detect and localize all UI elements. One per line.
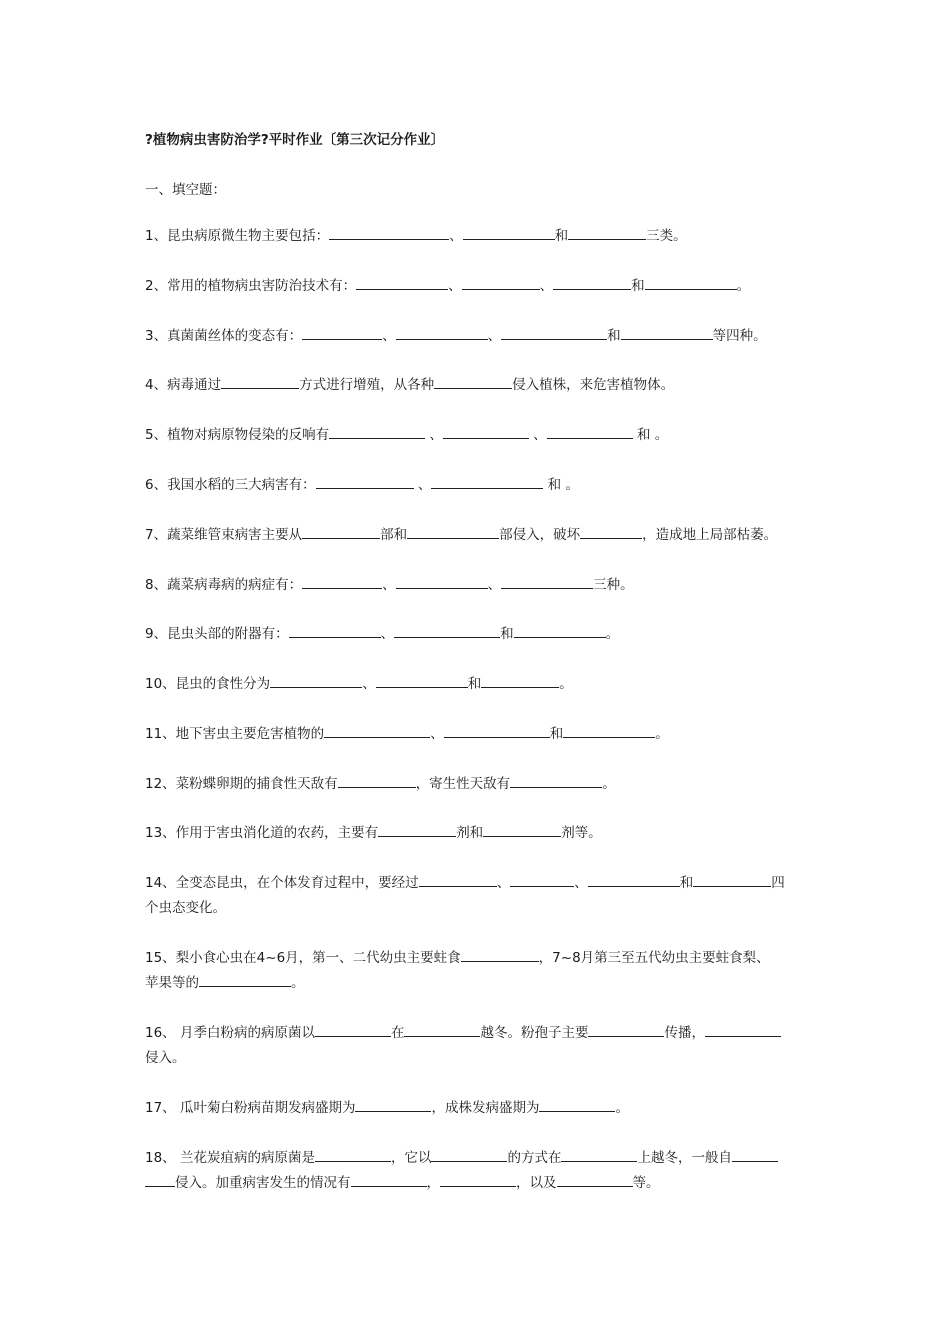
question-5 [145,423,810,448]
answer-blank [461,946,539,962]
answer-blank [315,1021,391,1037]
answer-blank [547,423,633,439]
answer-blank [394,622,500,638]
question-text: 上越冬，一般自 [637,1150,732,1166]
answer-blank [376,672,468,688]
question-3 [145,324,810,349]
question-text: 17、 瓜叶菊白粉病苗期发病盛期为 [145,1100,356,1116]
question-text: 、 [382,577,396,593]
question-text: 和 [554,228,569,244]
question-15 [145,946,810,996]
question-10 [145,672,810,697]
question-text: 传播， [664,1025,705,1041]
answer-blank [510,772,602,788]
question-text: 三类。 [646,228,687,244]
question-text: 和 [500,626,514,642]
answer-blank [481,672,559,688]
question-text: 和 [607,328,621,344]
answer-blank [302,573,382,589]
question-text: 剂和 [456,825,484,841]
question-text: 、 [425,427,443,443]
question-16 [145,1021,810,1071]
question-line [145,1096,810,1121]
question-text: 、 [362,676,376,692]
answer-blank [302,523,380,539]
question-line [145,274,810,299]
question-line [145,722,810,747]
answer-blank [289,622,381,638]
question-text: 。 [736,278,751,294]
answer-blank [621,324,713,340]
question-text: ，成株发病盛期为 [431,1100,540,1116]
document-title: ?植物病虫害防治学?平时作业〔第三次记分作业〕 [145,132,445,148]
question-text: 和 。 [543,477,579,493]
question-text: 等四种。 [712,328,767,344]
question-text: 越冬。粉孢子主要 [480,1025,589,1041]
question-text: 7、蔬菜维管束病害主要从 [145,527,303,543]
question-12 [145,772,810,797]
question-1 [145,224,810,249]
answer-blank [444,722,550,738]
question-text: 和 [679,875,694,891]
question-text: 2、常用的植物病虫害防治技术有： [145,278,357,294]
question-text: 3、真菌菌丝体的变态有： [145,328,303,344]
answer-blank [407,523,499,539]
answer-blank [355,1096,431,1112]
answer-blank [501,573,593,589]
question-text: 和 [631,278,645,294]
question-text: 6、我国水稻的三大病害有： [145,477,316,493]
question-text: ，造成地上局部枯萎。 [642,527,778,543]
question-text: 14、全变态昆虫，在个体发育过程中，要经过 [145,875,419,891]
question-line [145,622,810,647]
question-text: 、 [413,477,432,493]
question-text: 、 [496,875,511,891]
question-text: ，以及 [516,1175,557,1191]
question-text: 、 [380,626,395,642]
question-text: 。 [559,676,573,692]
question-line [145,373,810,398]
answer-blank [396,324,488,340]
answer-blank [705,1021,781,1037]
question-9 [145,622,810,647]
answer-blank [568,224,646,240]
answer-blank [561,1146,637,1162]
question-text: 5、植物对病原物侵染的反响有 [145,427,330,443]
question-text: 10、昆虫的食性分为 [145,676,271,692]
question-4 [145,373,810,398]
answer-blank [463,224,555,240]
answer-blank [324,722,430,738]
answer-blank [221,373,299,389]
question-text: 13、作用于害虫消化道的农药，主要有 [145,825,379,841]
answer-blank [145,1171,175,1187]
question-text: 的方式在 [507,1150,562,1166]
question-text: 四 [771,875,785,891]
question-text: 18、 兰花炭疽病的病原菌是 [145,1150,315,1166]
question-line [145,971,810,996]
question-line [145,573,810,598]
answer-blank [351,1171,427,1187]
question-text: 在 [390,1025,405,1041]
question-text: 和 [467,676,482,692]
question-text: 、 [539,278,554,294]
answer-blank [514,622,606,638]
question-text: 12、菜粉蝶卵期的捕食性天敌有 [145,776,338,792]
answer-blank [732,1146,778,1162]
answer-blank [553,274,631,290]
question-line [145,1146,810,1171]
question-text: 。 [602,776,616,792]
answer-blank [419,871,497,887]
answer-blank [588,871,680,887]
answer-blank [510,871,574,887]
question-text: 苹果等的 [145,975,199,991]
answer-blank [378,821,456,837]
answer-blank [693,871,771,887]
question-11 [145,722,810,747]
question-line [145,473,810,498]
question-text: 部侵入，破坏 [499,527,581,543]
question-text: 16、 月季白粉病的病原菌以 [145,1025,315,1041]
answer-blank [270,672,362,688]
question-text: 方式进行增殖，从各种 [299,377,435,393]
answer-blank [462,274,540,290]
question-14 [145,871,810,921]
question-line [145,1171,810,1196]
question-line [145,896,810,921]
answer-blank [316,473,414,489]
question-17 [145,1096,810,1121]
question-7 [145,523,810,548]
question-text: 三种。 [593,577,634,593]
question-2 [145,274,810,299]
question-line [145,871,810,896]
question-6 [145,473,810,498]
question-text: 9、昆虫头部的附器有： [145,626,289,642]
question-text: 、 [528,427,547,443]
question-text: 。 [615,1100,629,1116]
answer-blank [338,772,416,788]
question-18 [145,1146,810,1196]
question-text: ，7~8月第三至五代幼虫主要蛀食梨、 [538,950,770,966]
answer-blank [563,722,655,738]
question-line [145,946,810,971]
question-text: 。 [291,975,305,991]
question-text: 4、病毒通过 [145,377,222,393]
question-text: 、 [487,328,502,344]
question-text: 等。 [632,1175,660,1191]
question-text: 和 。 [632,427,669,443]
answer-blank [315,1146,391,1162]
question-text: ，寄生性天敌有 [415,776,511,792]
answer-blank [431,473,543,489]
answer-blank [580,523,642,539]
answer-blank [431,1146,507,1162]
answer-blank [396,573,488,589]
question-text: 、 [430,726,444,742]
answer-blank [645,274,737,290]
question-line [145,324,810,349]
question-text: 1、昆虫病原微生物主要包括： [145,228,330,244]
question-text: 侵入。 [145,1050,186,1066]
answer-blank [199,971,291,987]
answer-blank [434,373,512,389]
answer-blank [443,423,529,439]
answer-blank [501,324,607,340]
question-text: 15、梨小食心虫在4~6月，第一、二代幼虫主要蛀食 [145,950,461,966]
question-line [145,523,810,548]
answer-blank [329,423,425,439]
answer-blank [404,1021,480,1037]
question-line [145,224,810,249]
question-text: 和 [549,726,564,742]
question-line [145,772,810,797]
question-text: 、 [449,228,463,244]
answer-blank [557,1171,633,1187]
answer-blank [539,1096,615,1112]
question-text: 、 [448,278,462,294]
question-line [145,672,810,697]
question-line [145,821,810,846]
question-text: 剂等。 [561,825,602,841]
question-text: 个虫态变化。 [145,900,226,916]
answer-blank [356,274,448,290]
answer-blank [302,324,382,340]
question-text: 侵入。加重病害发生的情况有 [175,1175,351,1191]
question-text: ， [426,1175,440,1191]
question-text: 部和 [380,527,408,543]
question-text: 11、地下害虫主要危害植物的 [145,726,325,742]
question-text: 8、蔬菜病毒病的病症有： [145,577,303,593]
question-line [145,1021,810,1046]
question-line [145,423,810,448]
answer-blank [329,224,449,240]
section-heading: 一、填空题： [145,182,226,198]
question-text: 、 [487,577,502,593]
answer-blank [440,1171,516,1187]
question-text: 。 [605,626,620,642]
answer-blank [588,1021,664,1037]
question-text: 。 [655,726,669,742]
question-text: 、 [382,328,396,344]
question-text: 、 [574,875,588,891]
question-text: 侵入植株，来危害植物体。 [512,377,675,393]
answer-blank [483,821,561,837]
question-line [145,1046,810,1071]
question-8 [145,573,810,598]
question-text: ，它以 [390,1150,432,1166]
question-13 [145,821,810,846]
